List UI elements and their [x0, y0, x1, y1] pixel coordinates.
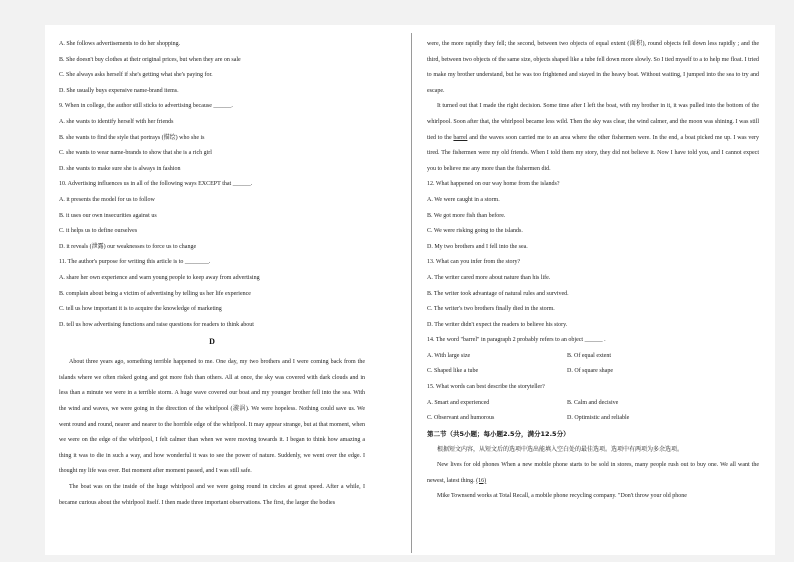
question-15: 15. What words can best describe the storyteller? [427, 384, 545, 391]
option-line: D. My two brothers and I fell into the sea. [427, 243, 528, 250]
passage-text: and the waves soon carried me to an area where the other fishermen were. In the end, a boat picked me up. I was very tired. The fishermen were my old friends. When I told them my story, they did not believe it. Now I have told you, and I cannot expect you to believe me any more than the fishermen did. [427, 134, 759, 172]
option-c: C. Shaped like a tube [427, 368, 479, 375]
option-line: B. She doesn't buy clothes at their original prices, but when they are on sale [59, 56, 241, 63]
question-12: 12. What happened on our way home from the islands? [427, 181, 560, 188]
question-9: 9. When in college, the author still sticks to advertising because ______. [59, 103, 233, 110]
option-line: A. it presents the model for us to follow [59, 196, 155, 203]
option-line: A. she wants to identify herself with her friends [59, 118, 174, 125]
option-line: C. We were risking going to the islands. [427, 228, 523, 235]
option-line: D. it reveals (泄露) our weaknesses to force us to change [59, 243, 197, 250]
option-line: A. We were caught in a storm. [427, 196, 500, 203]
question-11: 11. The author's purpose for writing this article is to ________. [59, 259, 211, 266]
section-d-title: D [209, 337, 215, 347]
option-line: B. We got more fish than before. [427, 212, 506, 219]
barrel-word: barrel [453, 134, 468, 141]
option-line: B. complain about being a victim of advertising by telling us her life experience [59, 290, 251, 297]
passage-text: It turned out that I made the right decision. Some time after I left the boat, with my brother in it, it was pulled into the bottom of the whirlpool. Soon after that, the whirlpool became less wild. Then the sky was clear, the wind calmer, and the moon was shining. I was still tied to the [427, 103, 759, 141]
question-block-12-14 [427, 177, 759, 349]
option-line: C. She always asks herself if she's getting what she's paying for. [59, 72, 213, 79]
passage-paragraph-2: The boat was on the inside of the huge whirlpool and we were going round in circles at great speed. After a while, I became curious about the whirlpool itself. I then made three important observations. The first, the larger the bodies [59, 484, 365, 506]
mike-paragraph: Mike Townsend works at Total Recall, a mobile phone recycling company. "Don't throw your old phone [437, 493, 687, 500]
blank-16: (16) [476, 477, 487, 484]
q14-options-row [427, 349, 759, 365]
section-2-heading: 第二节（共5小题；每小题2.5分，满分12.5分） [427, 429, 570, 438]
new-lives-paragraph [427, 458, 759, 489]
passage-paragraph-3 [427, 99, 759, 177]
option-line: D. She usually buys expensive name-brand items. [59, 87, 179, 94]
option-line: C. The writer's two brothers finally died in the storm. [427, 306, 555, 313]
passage-paragraph-1: About three years ago, something terrible happened to me. One day, my two brothers and I were coming back from the islands where we often risked going and got more fish than others. All at once, the sky was covered with dark clouds and in less than a minute we were in a terrible storm. A huge wave covered our boat and my younger brother fell into the sea. With the wind and waves, we were going in the direction of the whirlpool (漩涡). We were hopeless. Nothing could save us. We went round and round, nearer and nearer to the horrible edge of the whirlpool. It may appear strange, but at that moment, when we were on the edge of the whirlpool, I felt calmer than when we were moving towards it. I began to think how amazing a thing it was to die in such a way, and how wonderful it was to see the power of nature. Suddenly, we went over the edge. I thought my life was over. But moment after moment passed, and I was still safe. [59, 359, 365, 475]
option-b: B. Calm and decisive [567, 399, 619, 406]
option-d: D. Of square shape [567, 368, 613, 375]
option-line: D. tell us how advertising functions and raise questions for readers to think about [59, 321, 254, 328]
question-14: 14. The word "barrel" in paragraph 2 probably refers to an object ______ . [427, 337, 606, 344]
passage-continuation: were, the more rapidly they fell; the second, between two objects of equal extent (面积), round objects fell down less rapidly ; and the third, between two objects of the same size, objects shaped like a tube fell down more slowly. So I tied myself to a to help me float. I tried to make my brother understand, but he was too frightened and stayed in the heavy boat. Without waiting, I jumped into the sea to try and escape. [427, 41, 759, 94]
option-line: B. The writer took advantage of natural rules and survived. [427, 290, 569, 297]
option-line: B. she wants to find the style that portrays (描绘) who she is [59, 134, 205, 141]
option-line: A. The writer cared more about nature than his life. [427, 274, 551, 281]
option-line: A. share her own experience and warn young people to keep away from advertising [59, 274, 260, 281]
exam-page [45, 25, 775, 555]
q14-options-row [427, 364, 759, 380]
option-a: A. Smart and experienced [427, 399, 490, 406]
option-line: D. The writer didn't expect the readers to believe his story. [427, 321, 568, 328]
option-line: C. tell us how important it is to acquire the knowledge of marketing [59, 306, 222, 313]
option-line: C. she wants to wear name-brands to show that she is a rich girl [59, 150, 212, 157]
q15-options-row [427, 396, 759, 412]
option-a: A. With large size [427, 352, 471, 359]
question-10: 10. Advertising influences us in all of the following ways EXCEPT that ______. [59, 181, 253, 188]
left-column [59, 37, 365, 511]
option-c: C. Observant and humorous [427, 415, 495, 422]
question-13: 13. What can you infer from the story? [427, 259, 521, 266]
option-line: B. it uses our own insecurities against us [59, 212, 157, 219]
column-divider [411, 33, 412, 553]
option-d: D. Optimistic and reliable [567, 415, 630, 422]
option-b: B. Of equal extent [567, 352, 611, 359]
right-column [427, 37, 759, 505]
question-block-8-11 [59, 37, 365, 333]
q15-options-row [427, 411, 759, 427]
passage-text: New lives for old phones When a new mobile phone starts to be sold in stores, many people rush out to buy one. We all want the newest, latest thing. [427, 462, 759, 484]
option-line: C. it helps us to define ourselves [59, 228, 138, 235]
section-2-instructions: 根据短文内容，从短文后的选项中选出能填入空白处的最佳选项。选项中有两项为多余选项。 [437, 446, 684, 454]
option-line: D. she wants to make sure she is always in fashion [59, 165, 181, 172]
option-line: A. She follows advertisements to do her shopping. [59, 41, 181, 47]
